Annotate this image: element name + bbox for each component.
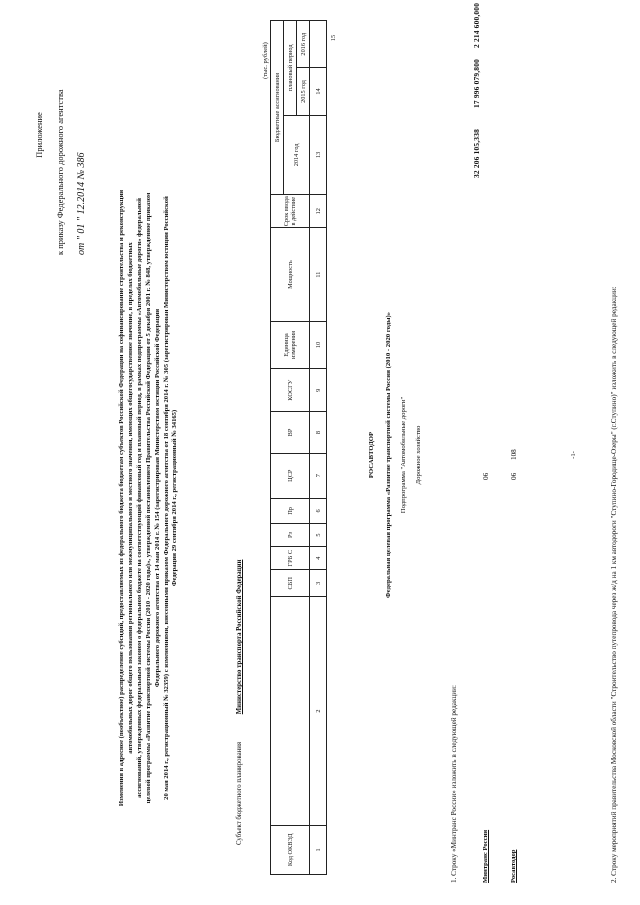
intro-line: автомобильных дорог общего пользования регионального или межмуниципального и местного значения, имеющих общегосударственное значение, в пределах бюджетных [126,242,134,754]
col-unit-header: Единица измерения [271,321,310,368]
intro-paragraph [118,103,180,893]
subprogram-name: Подпрограмма "Автомобильные дороги" [400,396,407,514]
col-okved-header: Код ОКВЭД [271,825,310,874]
col-csr-header: ЦСР [271,453,310,498]
col-number: 1 [310,825,327,874]
budget-table [270,20,327,875]
col-rz-header: Рз [271,523,310,546]
col-number: 5 [310,523,327,546]
rosavtodor-code-1: 06 [510,472,518,480]
amount-2016: 2 214 600,000 [472,2,481,48]
intro-line: Федерации 29 сентября 2014 г., регистрационный № 34165) [171,409,179,587]
appendix-order-date: от " 01 " 12.2014 № 386 [76,152,87,255]
units-label: (тыс. рублей) [262,42,269,79]
program-name: Федеральная целевая программа «Развитие транспортной системы России (2010 - 2020 годы)» [385,311,392,599]
mintrans-code: 06 [482,472,490,480]
col-number: 6 [310,498,327,523]
intro-line: целевой программы «Развитие транспортной системы России (2010 - 2020 годы)», утвержденной постановлением Правительства Российской Федерации от 5 декабря 2001 г. № 848, утвержденное приказом [144,192,152,804]
col-number [310,21,327,68]
appendix-order-ref: к приказу Федерального дорожного агентства [55,89,65,255]
col-number: 11 [310,228,327,322]
budget-subject [236,445,243,845]
col-number: 3 [310,570,327,597]
item-1-text: 1. Строку «Минтранс России» изложить в следующей редакции: [450,685,458,883]
col-number-15: 15 [330,34,337,42]
col-term-header: Срок ввода в действие [271,195,310,228]
col-number: 9 [310,369,327,412]
appendix-title: Приложение [34,112,44,158]
col-number: 10 [310,321,327,368]
mintrans-label: Минтранс России [482,829,489,883]
intro-line: Изменения в адресное (пообъектное) распределение субсидий, предоставляемых из федерального бюджета бюджетам субъектов Российской Федерации на софинансирование строительства и реконструкции [118,189,125,807]
col-kosgu-header: КОСГУ [271,369,310,412]
rosavtodor-code-2: 108 [510,449,518,460]
item-2-text: 2. Строку мероприятий правительства Московской области "Строительство путепровода через ж/д на 1 км автодороги "Ступино-Городище-Озеры" (г.Ступино)" изложить в следующей редакции: [610,286,618,883]
org-name: РОСАВТОДОР [368,431,375,479]
budget-subject-label: Субъект бюджетного планирования [236,741,243,845]
col-pr-header: Пр [271,498,310,523]
appendix-header [34,15,87,255]
col-number: 7 [310,453,327,498]
col-number: 2 [310,597,327,825]
col-budget-header: Бюджетные ассигнования [271,21,284,195]
col-number: 4 [310,547,327,570]
col-2014-header: 2014 год [284,115,310,194]
col-number: 14 [310,68,327,115]
budget-subject-value: Министерство транспорта Российской Федерации [236,559,243,715]
intro-line: Федерального дорожного агентства от 14 мая 2014 г. № 154 (зарегистрирован Министерством юстиции Российской Федерации [153,308,161,688]
intro-line: 20 мая 2014 г., регистрационный № 32359) с изменениями, внесенными приказом Федерального дорожного агентства от 18 сентября 2014 г. № 305 (зарегистрирован Министерством юстиции Российской [162,196,170,800]
rosavtodor-label: Росавтодор [510,849,517,883]
amount-2014: 32 206 105,338 [472,129,481,178]
col-capacity-header: Мощность [271,228,310,322]
page-marker: -1- [570,451,577,459]
col-plan-header: плановый период [284,21,297,116]
col-number: 8 [310,412,327,453]
col-2016-header: 2016 год [297,21,310,68]
intro-line: ассигнований, утвержденных федеральным законом о федеральном бюджете на соответствующий финансовый год и плановый период, в рамках подпрограммы «Автомобильные дороги» федеральной [135,198,143,798]
amount-2015: 17 996 079,800 [472,59,481,108]
col-2-header [271,597,310,825]
col-vr-header: ВР [271,412,310,453]
col-grbs-header: ГРБ С [271,547,310,570]
col-number: 12 [310,195,327,228]
col-number: 13 [310,115,327,194]
activity-name: Дорожное хозяйство [415,425,422,485]
col-2015-header: 2015 год [297,68,310,115]
col-sbp-header: СБП [271,570,310,597]
